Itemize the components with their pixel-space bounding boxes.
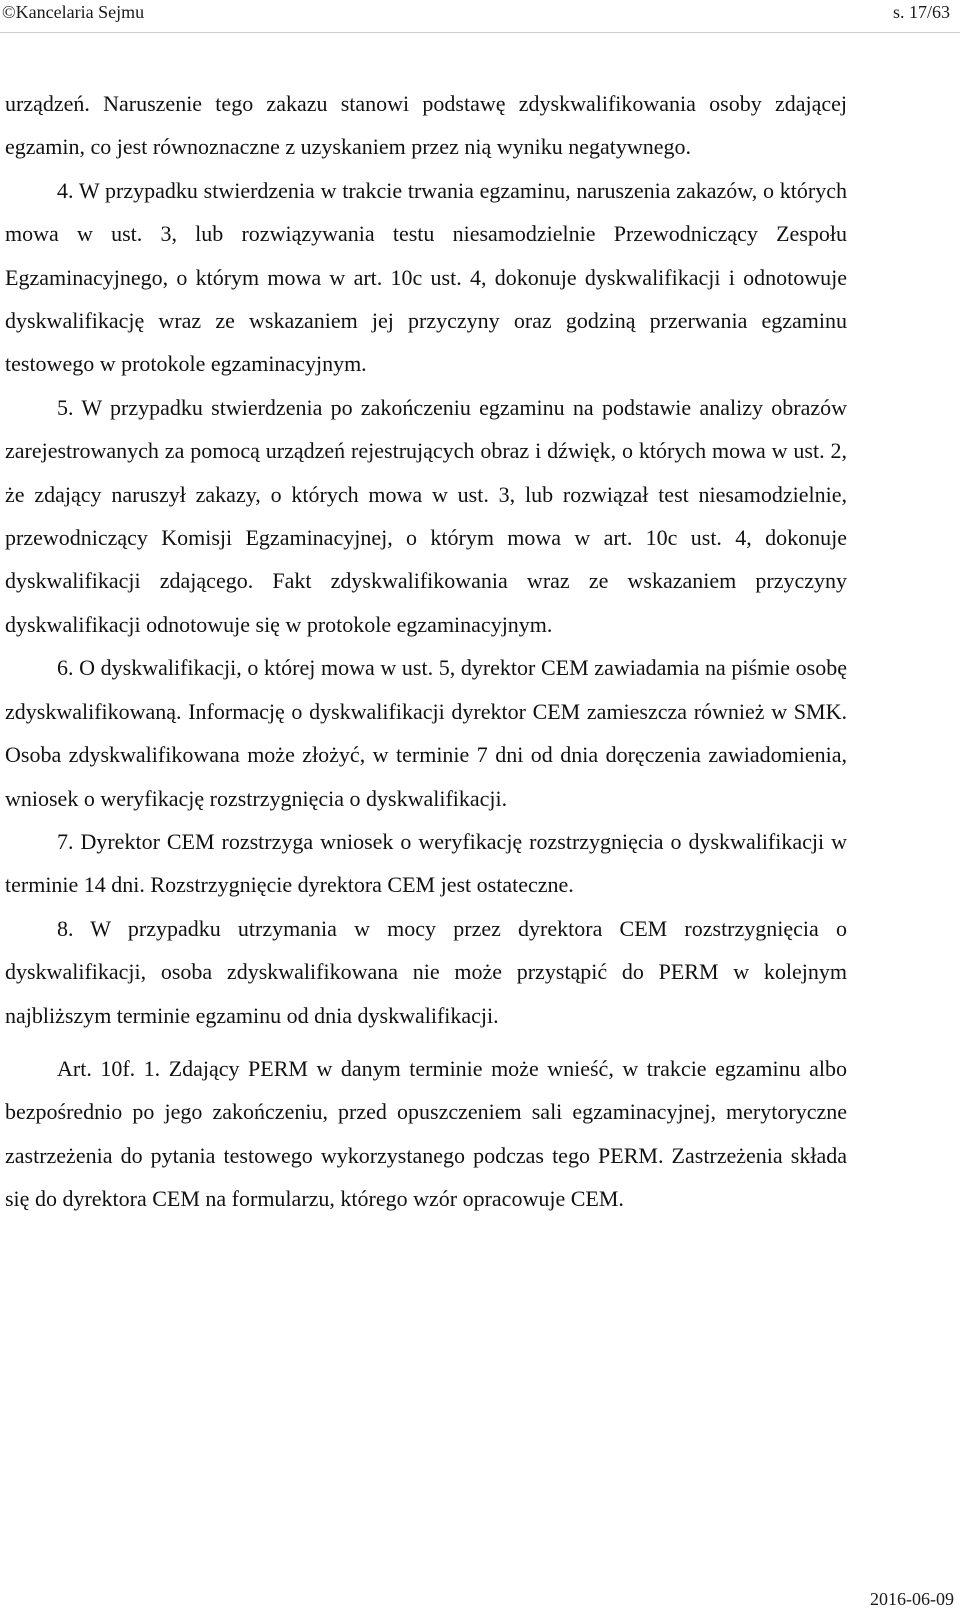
paragraph-art-10f: Art. 10f. 1. Zdający PERM w danym terminie może wnieść, w trakcie egzaminu albo bezpośrednio po jego zakończeniu, przed opuszczeniem sali egzaminacyjnej, merytoryczne zastrzeżenia do pytania testowego wykorzystanego podczas tego PERM. Zastrzeżenia składa się do dyrektora CEM na formularzu, którego wzór opracowuje CEM.	[5, 1055, 847, 1212]
paragraph-continuation: urządzeń. Naruszenie tego zakazu stanowi podstawę zdyskwalifikowania osoby zdającej egzamin, co jest równoznaczne z uzyskaniem przez nią wyniku negatywnego.	[5, 91, 847, 160]
paragraph-ust-8: 8. W przypadku utrzymania w mocy przez dyrektora CEM rozstrzygnięcia o dyskwalifikacji, osoba zdyskwalifikowana nie może przystąpić do PERM w kolejnym najbliższym terminie egzaminu od dnia dyskwalifikacji.	[5, 915, 847, 1028]
page-header	[0, 0, 960, 33]
page-number: s. 17/63	[892, 2, 950, 22]
paragraph-ust-5: 5. W przypadku stwierdzenia po zakończeniu egzaminu na podstawie analizy obrazów zarejestrowanych za pomocą urządzeń rejestrujących obraz i dźwięk, o których mowa w ust. 2, że zdający naruszył zakazy, o których mowa w ust. 3, lub rozwiązał test niesamodzielnie, przewodniczący Komisji Egzaminacyjnej, o którym mowa w art. 10c ust. 4, dokonuje dyskwalifikacji zdającego. Fakt zdyskwalifikowania wraz ze wskazaniem przyczyny dyskwalifikacji odnotowuje się w protokole egzaminacyjnym.	[5, 394, 847, 637]
copyright-notice: ©Kancelaria Sejmu	[2, 2, 145, 22]
footer-date: 2016-06-09	[870, 1589, 954, 1609]
document-body	[5, 82, 847, 1221]
paragraph-ust-4: 4. W przypadku stwierdzenia w trakcie trwania egzaminu, naruszenia zakazów, o których mowa w ust. 3, lub rozwiązywania testu niesamodzielnie Przewodniczący Zespołu Egzaminacyjnego, o którym mowa w art. 10c ust. 4, dokonuje dyskwalifikacji i odnotowuje dyskwalifikację wraz ze wskazaniem jej przyczyny oraz godziną przerwania egzaminu testowego w protokole egzaminacyjnym.	[5, 177, 847, 377]
paragraph-ust-6: 6. O dyskwalifikacji, o której mowa w ust. 5, dyrektor CEM zawiadamia na piśmie osobę zdyskwalifikowaną. Informację o dyskwalifikacji dyrektor CEM zamieszcza również w SMK. Osoba zdyskwalifikowana może złożyć, w terminie 7 dni od dnia doręczenia zawiadomienia, wniosek o weryfikację rozstrzygnięcia o dyskwalifikacji.	[5, 655, 847, 811]
paragraph-ust-7: 7. Dyrektor CEM rozstrzyga wniosek o weryfikację rozstrzygnięcia o dyskwalifikacji w terminie 14 dni. Rozstrzygnięcie dyrektora CEM jest ostateczne.	[5, 828, 847, 898]
